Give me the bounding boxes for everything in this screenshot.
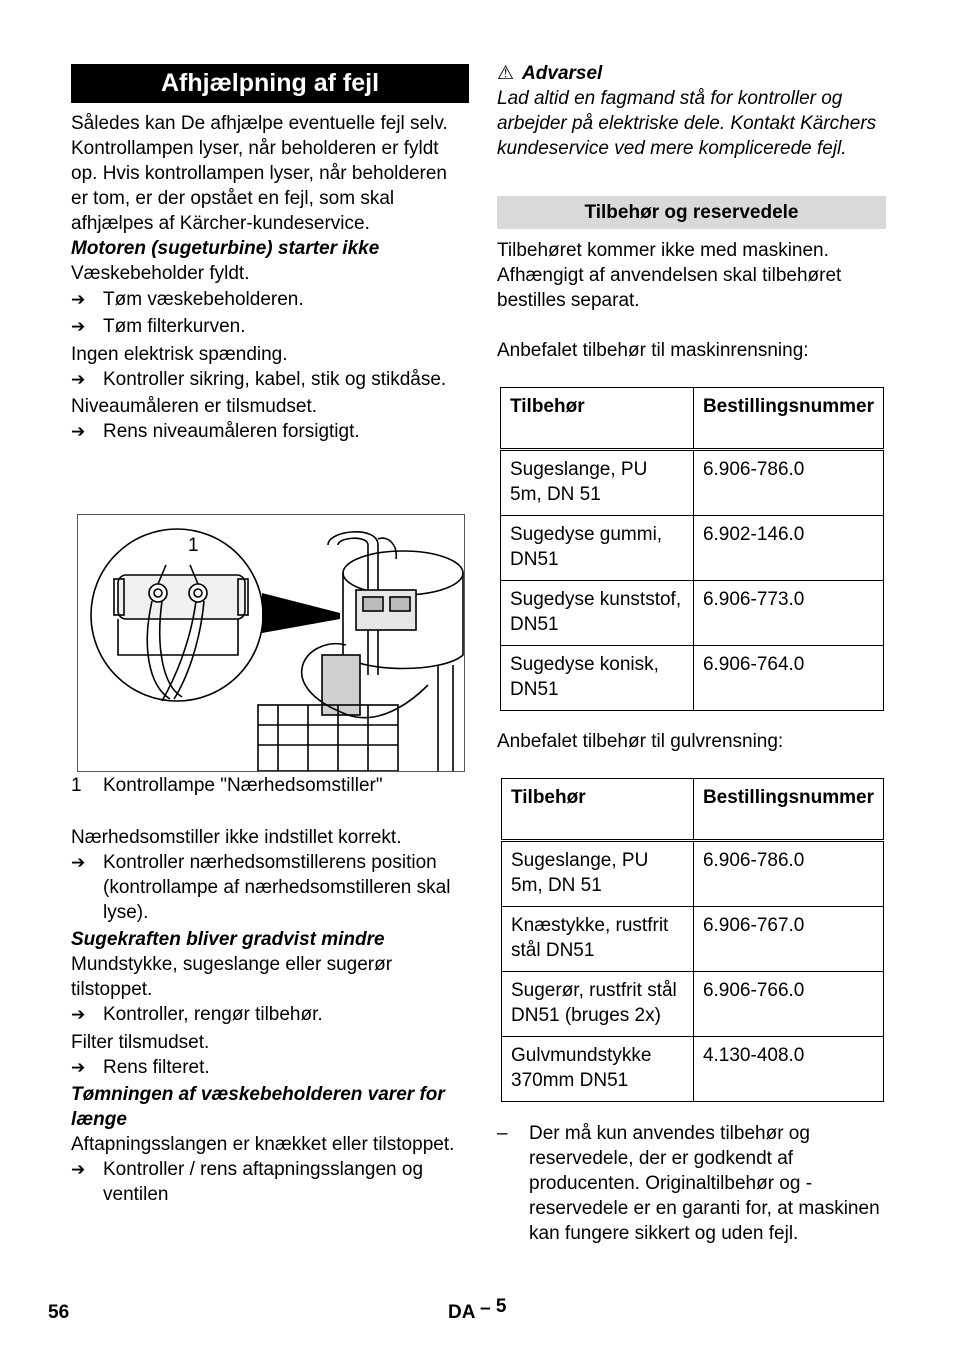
section-title-troubleshooting: Afhjælpning af fejl — [71, 64, 469, 103]
machine-cleaning-heading: Anbefalet tilbehør til maskinrensning: — [497, 340, 809, 361]
table-row: Sugedyse konisk, DN51 6.906-764.0 — [501, 646, 884, 711]
heading-motor: Motoren (sugeturbine) starter ikke — [71, 238, 380, 259]
cause-text: Mundstykke, sugeslange eller sugerør tilstoppet. — [71, 954, 393, 1000]
machine-accessories-table — [500, 387, 884, 711]
figure-caption — [71, 773, 469, 798]
table-row: Sugeslange, PU 5m, DN 51 6.906-786.0 — [502, 841, 884, 907]
language-code: DA — [448, 1302, 475, 1323]
table-row: Gulvmundstykke 370mm DN51 4.130-408.0 — [502, 1037, 884, 1102]
remedy-item: ➔ Tøm væskebeholderen. — [71, 289, 304, 310]
table-row: Knæstykke, rustfrit stål DN51 6.906-767.0 — [502, 907, 884, 972]
remedy-item: ➔ Kontroller sikring, kabel, stik og stikdåse. — [71, 369, 447, 390]
heading-emptying: Tømningen af væskebeholderen varer for længe — [71, 1084, 445, 1130]
page-number: 56 — [48, 1302, 70, 1323]
accessory-info-block — [497, 238, 885, 313]
caption-number: 1 — [71, 775, 82, 796]
warning-text: Lad altid en fagmand stå for kontroller og arbejder på elektriske dele. Kontakt Kärchers kundeservice ved mere komplicerede fejl. — [497, 88, 877, 159]
arrow-icon: ➔ — [71, 290, 86, 309]
floor-cleaning-heading: Anbefalet tilbehør til gulvrensning: — [497, 731, 784, 752]
intro-text: Således kan De afhjælpe eventuelle fejl selv. — [71, 113, 448, 134]
arrow-icon: ➔ — [71, 370, 86, 389]
accessory-note — [497, 1121, 885, 1246]
remedy-item: ➔ Kontroller nærhedsomstillerens position (kontrollampe af nærhedsomstilleren skal lyse). — [71, 852, 451, 923]
cause-text: Niveaumåleren er tilsmudset. — [71, 396, 318, 417]
dash-bullet: – — [497, 1123, 508, 1144]
warning-block — [497, 61, 885, 161]
arrow-icon: ➔ — [71, 1160, 86, 1179]
remedy-item: ➔ Tøm filterkurven. — [71, 316, 246, 337]
table-header-order-number: Bestillingsnummer — [693, 779, 883, 841]
cause-text: Aftapningsslangen er knækket eller tilstoppet. — [71, 1134, 455, 1155]
arrow-icon: ➔ — [71, 853, 86, 872]
figure-callout-label: 1 — [188, 535, 199, 556]
warning-heading: ⚠ Advarsel — [497, 63, 603, 84]
cause-text: Væskebeholder fyldt. — [71, 263, 250, 284]
page-locator-separator: – — [480, 1298, 491, 1319]
note-item — [497, 1121, 885, 1246]
troubleshooting-column — [71, 111, 469, 444]
machine-figure — [77, 514, 465, 772]
troubleshooting-column-2 — [71, 825, 469, 1207]
cause-text: Nærhedsomstiller ikke indstillet korrekt. — [71, 827, 402, 848]
remedy-item: ➔ Kontroller / rens aftapningsslangen og ventilen — [71, 1159, 424, 1205]
cause-text: Filter tilsmudset. — [71, 1032, 210, 1053]
remedy-item: ➔ Rens filteret. — [71, 1057, 210, 1078]
warning-triangle-icon: ⚠ — [497, 63, 515, 84]
cause-text: Ingen elektrisk spænding. — [71, 344, 288, 365]
arrow-icon: ➔ — [71, 1005, 86, 1024]
accessory-info-text: Tilbehøret kommer ikke med maskinen. Afhængigt af anvendelsen skal tilbehøret bestilles separat. — [497, 240, 842, 311]
heading-suction: Sugekraften bliver gradvist mindre — [71, 929, 385, 950]
arrow-icon: ➔ — [71, 1058, 86, 1077]
table-header-accessory: Tilbehør — [502, 779, 694, 841]
section-title-accessories: Tilbehør og reservedele — [497, 196, 886, 229]
note-text: Der må kun anvendes tilbehør og reservedele, der er godkendt af producenten. Originaltilbehør og -reservedele er en garanti for, at maskinen kan fungere sikkert og uden fejl. — [529, 1123, 880, 1244]
floor-accessories-table — [501, 778, 884, 1102]
table-row: Sugerør, rustfrit stål DN51 (bruges 2x) 6.906-766.0 — [502, 972, 884, 1037]
table-row: Sugedyse gummi, DN51 6.902-146.0 — [501, 516, 884, 581]
lamp-info-text: Kontrollampen lyser, når beholderen er fyldt op. Hvis kontrollampen lyser, når beholderen er tom, er der opstået en fejl, som skal afhjælpes af Kärcher-kundeservice. — [71, 138, 447, 234]
table-header-order-number: Bestillingsnummer — [693, 388, 883, 450]
table-header-accessory: Tilbehør — [501, 388, 694, 450]
page-locator — [448, 1296, 507, 1325]
machine-illustration — [78, 515, 464, 771]
table-header-row — [501, 388, 884, 450]
caption-text: Kontrollampe "Nærhedsomstiller" — [103, 775, 383, 796]
arrow-icon: ➔ — [71, 422, 86, 441]
table-header-row — [502, 779, 884, 841]
section-page-number: 5 — [495, 1296, 507, 1317]
table-row: Sugedyse kunststof, DN51 6.906-773.0 — [501, 581, 884, 646]
table-row: Sugeslange, PU 5m, DN 51 6.906-786.0 — [501, 450, 884, 516]
remedy-item: ➔ Kontroller, rengør tilbehør. — [71, 1004, 323, 1025]
remedy-item: ➔ Rens niveaumåleren forsigtigt. — [71, 421, 360, 442]
arrow-icon: ➔ — [71, 317, 86, 336]
